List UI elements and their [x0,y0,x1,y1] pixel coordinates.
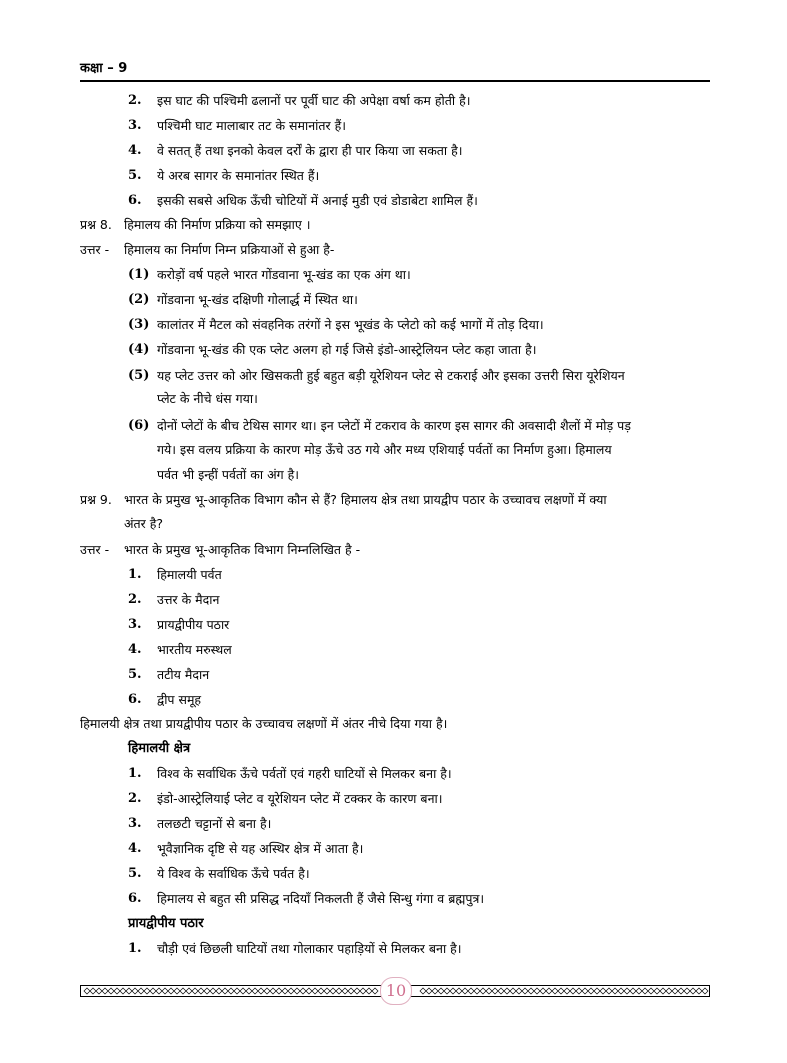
chain-link [270,988,276,994]
chain-link [330,988,336,994]
chain-link [114,988,120,994]
chain-link [444,988,450,994]
chain-link [630,988,636,994]
chain-link [450,988,456,994]
chain-link [684,988,690,994]
chain-link [702,988,708,994]
chain-link [540,988,546,994]
chain-link [456,988,462,994]
chain-link [150,988,156,994]
chain-link [120,988,126,994]
chain-link [360,988,366,994]
chain-link [606,988,612,994]
chain-link [210,988,216,994]
chain-link [336,988,342,994]
chain-link [354,988,360,994]
chain-link [474,988,480,994]
chain-link [198,988,204,994]
chain-link [654,988,660,994]
page-number: 10 [380,977,412,1005]
chain-link [690,988,696,994]
chain-link [576,988,582,994]
chain-link [168,988,174,994]
chain-link [636,988,642,994]
chain-link [144,988,150,994]
chain-link [324,988,330,994]
chain-link [192,988,198,994]
chain-link [534,988,540,994]
chain-link [498,988,504,994]
chain-link [102,988,108,994]
chain-link [618,988,624,994]
chain-link [342,988,348,994]
chain-link [216,988,222,994]
chain-link [90,988,96,994]
chain-link [108,988,114,994]
chain-link [420,988,426,994]
chain-link [510,988,516,994]
chain-link [642,988,648,994]
chain-link [252,988,258,994]
class-header: कक्षा – 9 [80,61,128,76]
chain-link [438,988,444,994]
chain-link [372,988,378,994]
chain-link [594,988,600,994]
chain-link [162,988,168,994]
chain-link [222,988,228,994]
chain-link [678,988,684,994]
chain-link [426,988,432,994]
chain-link [156,988,162,994]
chain-link [300,988,306,994]
chain-link [492,988,498,994]
chain-link [558,988,564,994]
chain-link [234,988,240,994]
chain-link [204,988,210,994]
chain-link [600,988,606,994]
chain-link [648,988,654,994]
chain-link [258,988,264,994]
chain-link [282,988,288,994]
chain-link [552,988,558,994]
chain-link [264,988,270,994]
chain-link [582,988,588,994]
chain-link [666,988,672,994]
chain-link [696,988,702,994]
chain-link [180,988,186,994]
chain-link [612,988,618,994]
chain-link [306,988,312,994]
chain-link [84,988,90,994]
chain-link [246,988,252,994]
chain-link [468,988,474,994]
chain-link [462,988,468,994]
chain-link [186,988,192,994]
chain-link [570,988,576,994]
chain-link [240,988,246,994]
chain-link [96,988,102,994]
chain-link [588,988,594,994]
chain-link [546,988,552,994]
chain-link [486,988,492,994]
chain-link [516,988,522,994]
chain-link [276,988,282,994]
chain-link [132,988,138,994]
chain-link [138,988,144,994]
chain-link [522,988,528,994]
chain-link [318,988,324,994]
chain-link [288,988,294,994]
chain-link [174,988,180,994]
chain-link [564,988,570,994]
chain-link [366,988,372,994]
chain-link [312,988,318,994]
chain-link [624,988,630,994]
chain-link [672,988,678,994]
chain-link [228,988,234,994]
chain-link [480,988,486,994]
chain-link [660,988,666,994]
chain-link [528,988,534,994]
chain-link [348,988,354,994]
chain-link [126,988,132,994]
chain-link [504,988,510,994]
chain-link [432,988,438,994]
header-rule [80,80,710,82]
chain-link [294,988,300,994]
